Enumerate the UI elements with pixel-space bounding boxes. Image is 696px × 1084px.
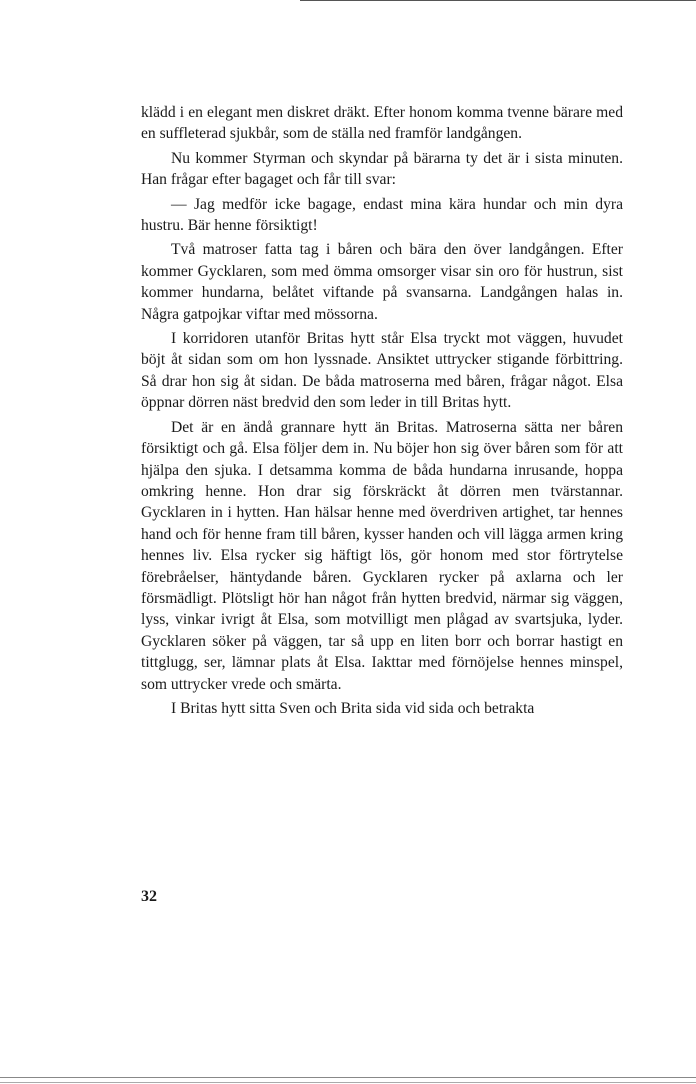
paragraph-4: Två matroser fatta tag i båren och bära den över landgången. Efter kommer Gycklaren, som med ömma omsorger visar sin oro för hustrun, sist kommer hundarna, belåtet viftande på svansarna. Landgången halas in. Några gatpojkar viftar med mössorna.: [141, 241, 623, 323]
paragraph-5: I korridoren utanför Britas hytt står Elsa tryckt mot väggen, huvudet böjt åt sidan som om hon lyssnade. Ansiktet uttrycker stigande förbittring. Så drar hon sig åt sidan. De båda matroserna med båren, frågar något. Elsa öppnar dörren näst bredvid den som leder in till Britas hytt.: [141, 330, 623, 412]
paragraph-7: I Britas hytt sitta Sven och Brita sida vid sida och betrakta: [171, 699, 535, 717]
paragraph-3: — Jag medför icke bagage, endast mina kära hundar och min dyra hustru. Bär henne försiktigt!: [141, 195, 623, 235]
text-block: [141, 102, 623, 722]
page-edge-bottom-outer: [0, 1082, 696, 1083]
page-edge-bottom: [0, 1077, 696, 1078]
page-edge-top: [300, 0, 696, 1]
paragraph-6: Det är en ändå grannare hytt än Britas. Matroserna sätta ner båren försiktigt och gå. Elsa följer dem in. Nu böjer hon sig över båren som för att hjälpa den sjuka. I detsamma komma de båda hundarna inrusande, hoppa omkring henne. Hon drar sig förskräckt åt dörren men tvärstannar. Gycklaren in i hytten. Han hälsar henne med överdriven artighet, tar hennes hand och för henne fram till båren, kysser handen och vill lägga armen kring hennes liv. Elsa rycker sig häftigt lös, gör honom med stor förtrytelse förebråelser, häntydande båren. Gycklaren rycker på axlarna och ler försmädligt. Plötsligt hör han något från hytten bredvid, närmar sig väggen, lyss, vinkar ivrigt åt Elsa, som motvilligt men plågad av svartsjuka, lyder. Gycklaren söker på väggen, tar så upp en liten borr och borrar hastigt en tittglugg, ser, lämnar plats åt Elsa. Iakttar med förnöjelse hennes minspel, som uttrycker vrede och smärta.: [141, 418, 623, 693]
page-number: 32: [141, 888, 157, 905]
paragraph-1: klädd i en elegant men diskret dräkt. Efter honom komma tvenne bärare med en suffleterad sjukbår, som de ställa ned framför landgången.: [141, 104, 623, 143]
paragraph-2: Nu kommer Styrman och skyndar på bärarna ty det är i sista minuten. Han frågar efter bagaget och får till svar:: [141, 149, 623, 189]
